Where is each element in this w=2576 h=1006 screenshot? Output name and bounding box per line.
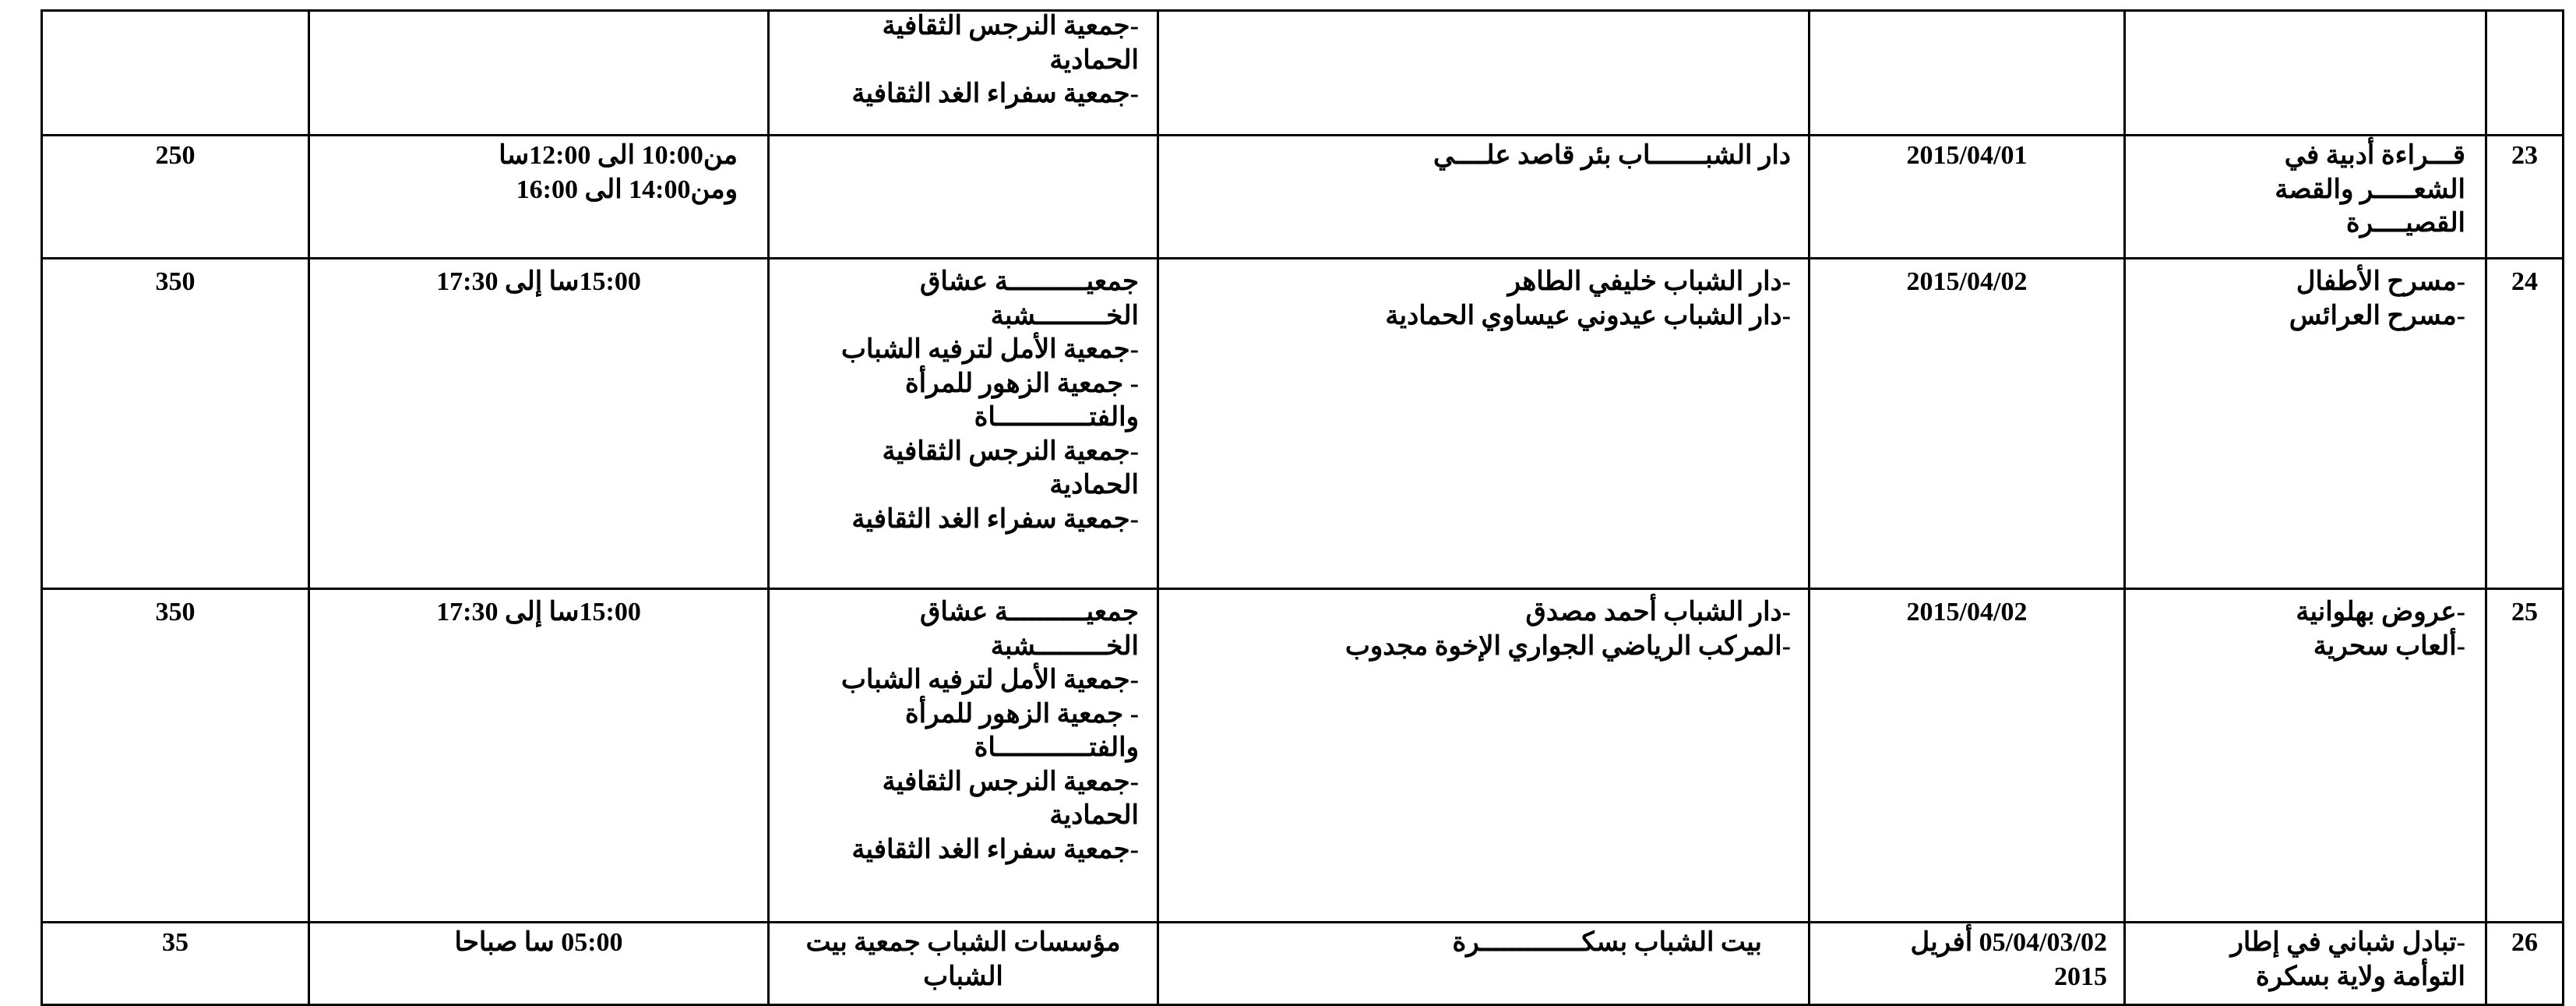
- venue-line: دار الشبـــــــاب بئر قاصد علــــي: [1432, 141, 1791, 170]
- participants-count: 35: [162, 928, 189, 957]
- partner-line: - جمعية الزهور للمرأة: [904, 699, 1139, 729]
- time-cell: [310, 926, 767, 960]
- partner-line: -جمعية سفراء الغد الثقافية: [851, 835, 1139, 864]
- time-cell: [317, 139, 738, 206]
- activity-cell: [2115, 139, 2465, 241]
- participants-count: 350: [155, 598, 196, 627]
- activity-line: -مسرح العرائس: [2289, 301, 2465, 330]
- time-line: 15:00سا إلى 17:30: [436, 598, 641, 627]
- partner-line: الشباب: [923, 962, 1003, 991]
- column-divider: [1808, 9, 1810, 1006]
- partners-cell: [773, 595, 1139, 867]
- date-line: 2015: [2054, 962, 2107, 991]
- column-divider: [1157, 9, 1159, 1006]
- partners-cell: [770, 926, 1157, 994]
- partners-cell: [773, 265, 1139, 536]
- partner-line: الحمادية: [1049, 801, 1139, 830]
- venue-cell: [1168, 139, 1791, 173]
- partner-line: والفتــــــــــــاة: [974, 403, 1139, 432]
- partner-line: مؤسسات الشباب جمعية بيت: [805, 928, 1121, 957]
- partner-line: -جمعية الأمل لترفيه الشباب: [840, 335, 1139, 364]
- date-line: 2015/04/01: [1906, 141, 2028, 170]
- column-divider: [767, 9, 770, 1006]
- row-number: 25: [2511, 598, 2538, 627]
- date-cell: [1815, 595, 2119, 630]
- venue-line: بيت الشباب بسكـــــــــــــرة: [1452, 928, 1762, 957]
- partner-line: -جمعية الأمل لترفيه الشباب: [840, 665, 1139, 694]
- activity-line: القصيــــرة: [2345, 209, 2465, 238]
- partner-line: الخـــــــــشبة: [990, 301, 1139, 330]
- time-line: من10:00 الى 12:00سا: [499, 141, 738, 170]
- activity-cell: [2115, 265, 2465, 333]
- venue-cell: [1170, 926, 1762, 960]
- venue-line: -دار الشباب أحمد مصدق: [1525, 598, 1791, 627]
- participants-count: 350: [155, 267, 196, 296]
- activity-line: الشعـــــر والقصة: [2275, 175, 2465, 204]
- row-divider: [41, 588, 2564, 590]
- row-divider: [41, 257, 2564, 259]
- activity-line: -تبادل شباني في إطار: [2230, 928, 2465, 957]
- partner-line: الحمادية: [1049, 471, 1139, 499]
- venue-line: -دار الشباب عيدوني عيساوي الحمادية: [1385, 301, 1791, 330]
- date-cell: [1815, 265, 2119, 299]
- partner-line: الخـــــــــشبة: [990, 631, 1139, 661]
- partner-line: -جمعية سفراء الغد الثقافية: [851, 79, 1139, 108]
- partner-line: -جمعية النرجس الثقافية: [882, 12, 1139, 41]
- activity-line: -ألعاب سحرية: [2313, 631, 2465, 661]
- venue-line: -دار الشباب خليفي الطاهر: [1507, 267, 1791, 296]
- date-line: 2015/04/02: [1906, 267, 2028, 296]
- partner-line: -جمعية سفراء الغد الثقافية: [851, 504, 1139, 534]
- activity-cell: [2115, 595, 2465, 663]
- venue-cell: [1168, 595, 1791, 663]
- partners-cell: [773, 9, 1139, 111]
- column-divider: [308, 9, 310, 1006]
- time-line: ومن14:00 الى 16:00: [516, 175, 738, 204]
- partner-line: - جمعية الزهور للمرأة: [904, 369, 1139, 398]
- venue-line: -المركب الرياضي الجواري الإخوة مجدوب: [1344, 631, 1791, 661]
- activity-cell: [2115, 926, 2465, 994]
- row-divider: [41, 134, 2564, 136]
- row-number: 26: [2511, 928, 2538, 957]
- time-line: 05:00 سا صباحا: [454, 928, 623, 957]
- partner-line: الحمادية: [1049, 45, 1139, 75]
- activity-line: التوأمة ولاية بسكرة: [2255, 962, 2465, 991]
- table-border: [2562, 9, 2564, 1006]
- time-cell: [310, 595, 767, 630]
- date-line: 05/04/03/02 أفريل: [1910, 928, 2107, 957]
- partner-line: -جمعية النرجس الثقافية: [882, 436, 1139, 466]
- activity-line: -مسرح الأطفال: [2296, 267, 2465, 296]
- partner-line: والفتــــــــــــاة: [974, 733, 1139, 762]
- date-cell: [1803, 926, 2107, 994]
- partner-line: جمعيــــــــــة عشاق: [919, 267, 1139, 296]
- row-divider: [41, 9, 2564, 12]
- venue-cell: [1168, 265, 1791, 333]
- activity-line: -عروض بهلوانية: [2296, 598, 2465, 627]
- date-cell: [1815, 139, 2119, 173]
- row-number: 24: [2511, 267, 2538, 296]
- partner-line: -جمعية النرجس الثقافية: [882, 767, 1139, 796]
- participants-count: 250: [155, 141, 196, 170]
- date-line: 2015/04/02: [1906, 598, 2028, 627]
- time-cell: [310, 265, 767, 299]
- row-divider: [41, 921, 2564, 923]
- time-line: 15:00سا إلى 17:30: [436, 267, 641, 296]
- partner-line: جمعيــــــــــة عشاق: [919, 598, 1139, 627]
- activity-line: قـــراءة أدبية في: [2284, 141, 2465, 170]
- row-number: 23: [2511, 141, 2538, 170]
